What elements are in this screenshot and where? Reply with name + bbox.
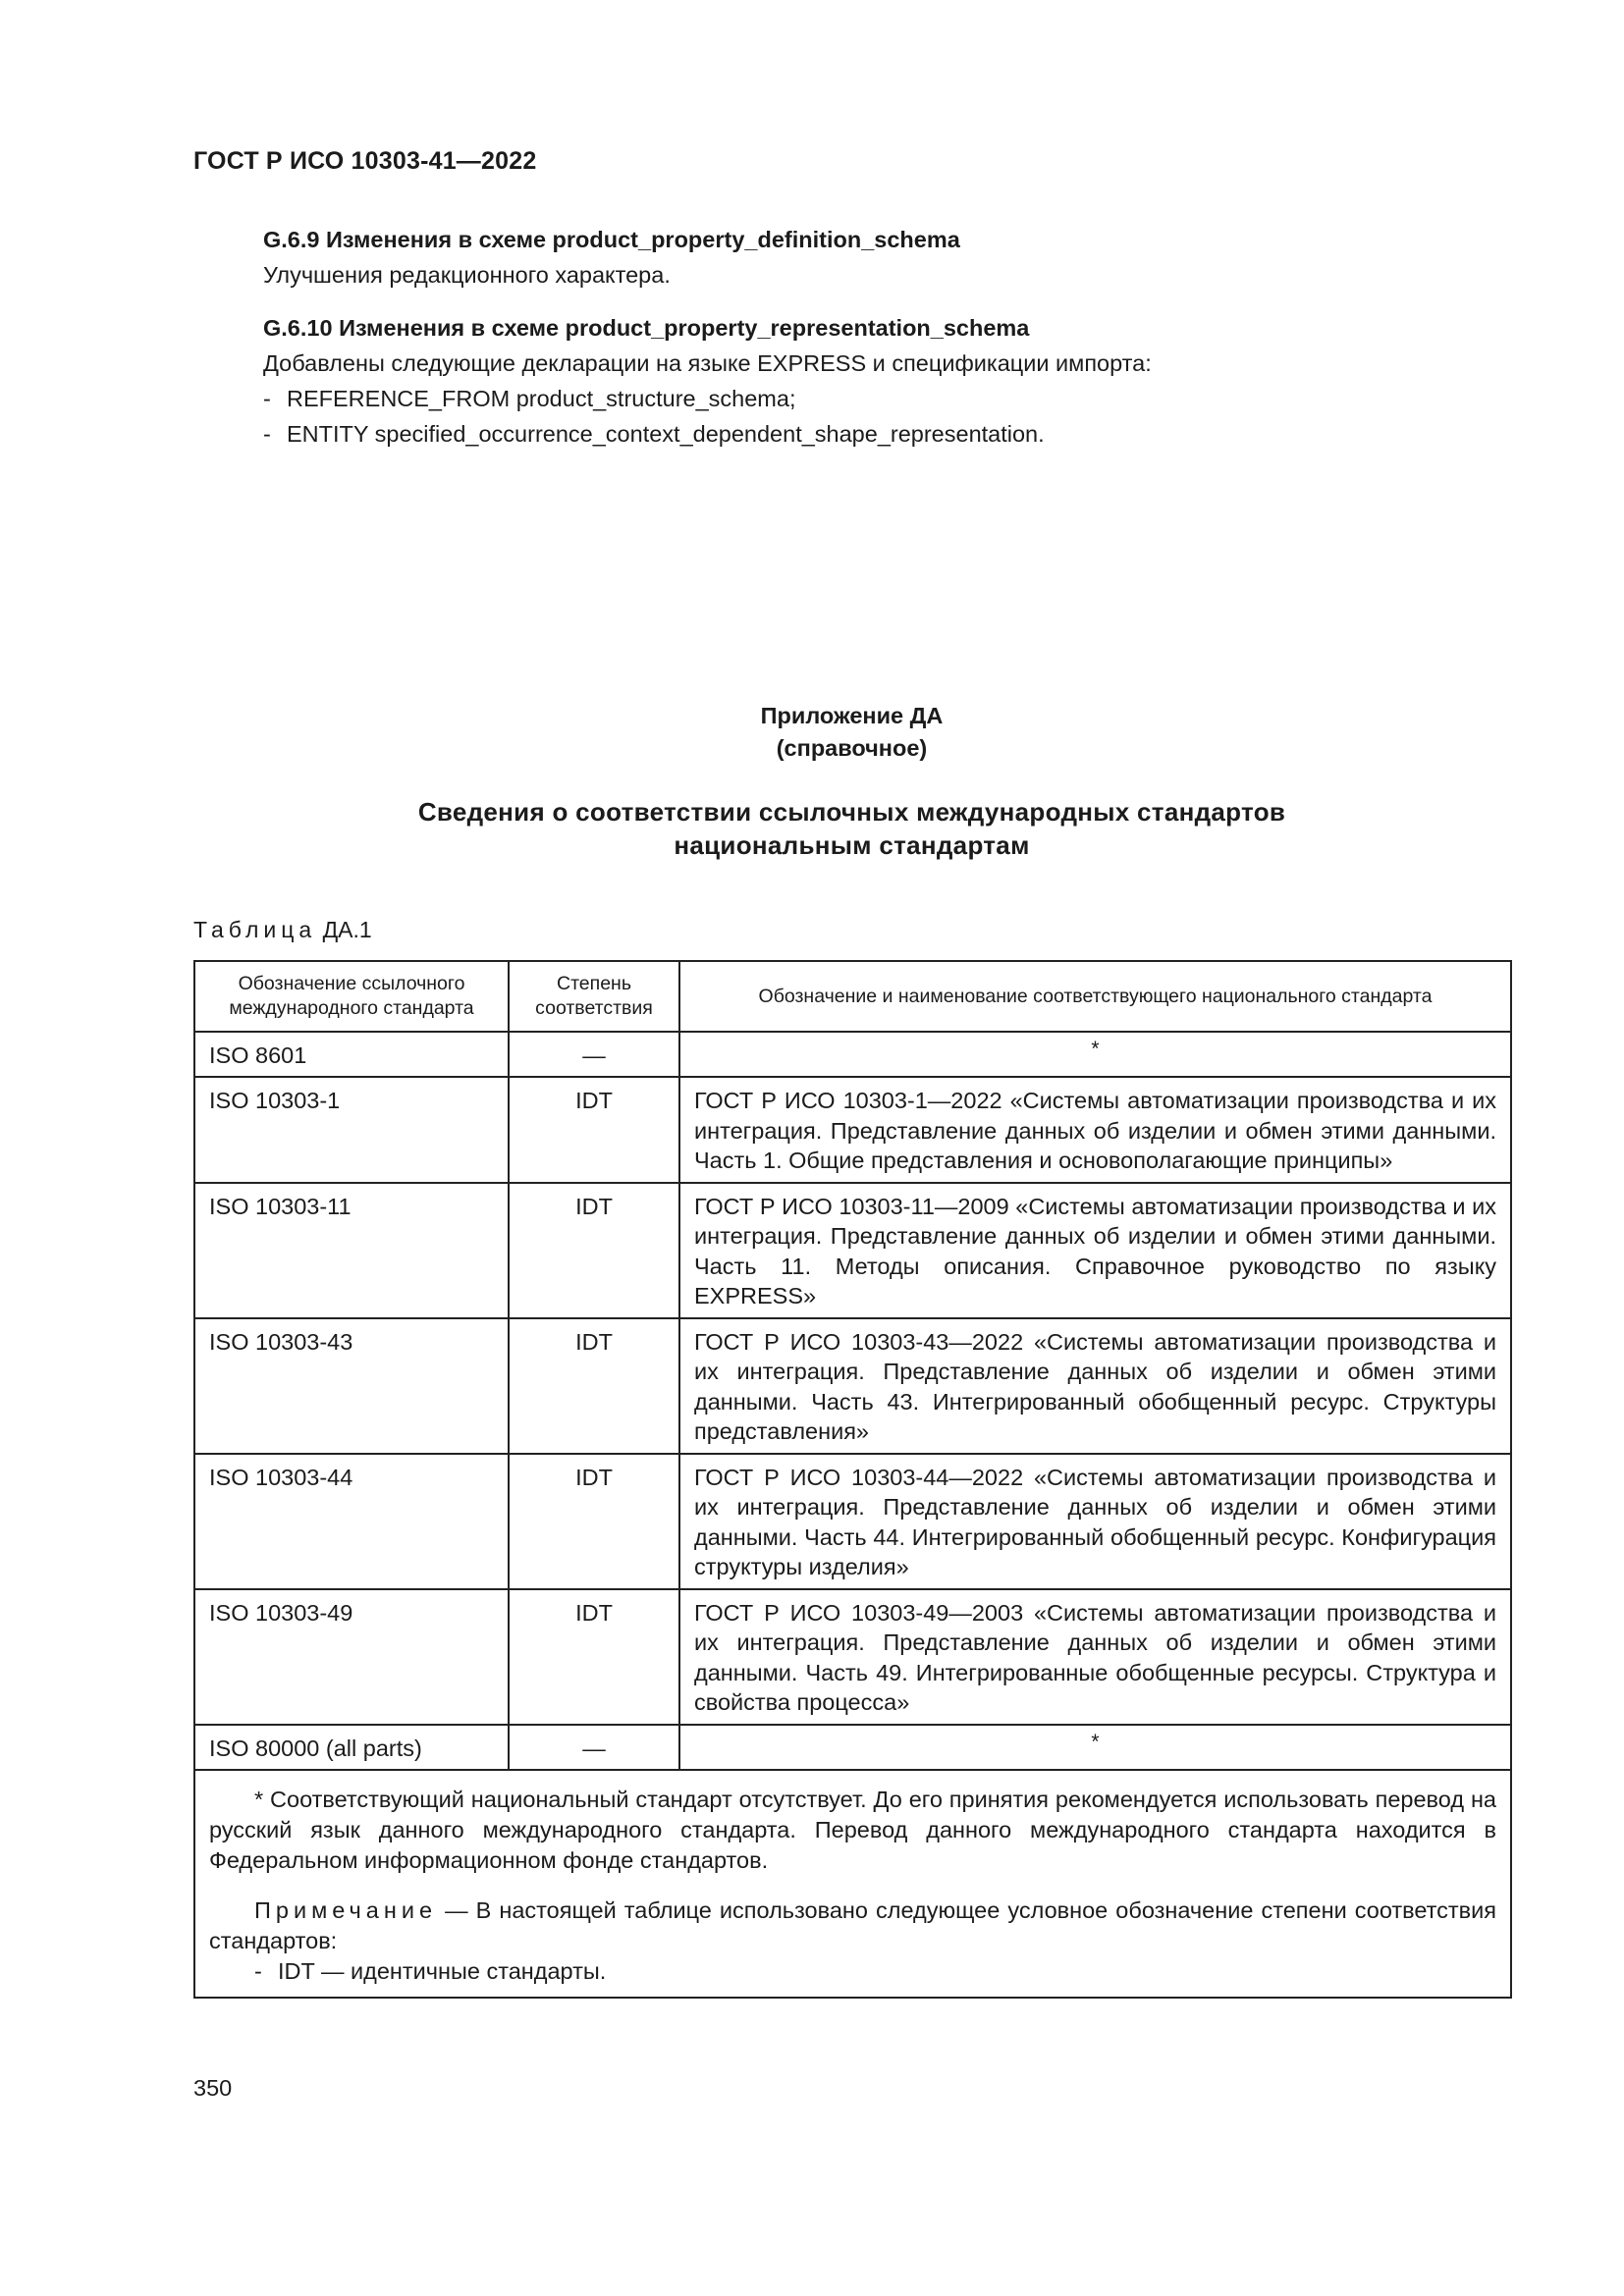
list-item: - ENTITY specified_occurrence_context_dependent_shape_representation. — [263, 421, 1045, 447]
annex-type: (справочное) — [776, 735, 928, 761]
table-row — [194, 1725, 1511, 1770]
section-title: G.6.10 Изменения в схеме product_property_representation_schema — [263, 315, 1030, 341]
cell-code: ISO 80000 (all parts) — [194, 1725, 509, 1770]
cell-degree: IDT — [509, 1077, 679, 1183]
section-g-6-9 — [263, 222, 1540, 293]
cell-name: ГОСТ Р ИСО 10303-49—2003 «Системы автоматизации производства и их интеграция. Представление данных об изделии и обмен этими данными. Часть 49. Интегрированные обобщенные ресурсы. Структура и свойства процесса» — [679, 1589, 1511, 1725]
column-header: Обозначение и наименование соответствующего национального стандарта — [679, 961, 1511, 1032]
annex-title-line: национальным стандартам — [674, 830, 1030, 860]
standards-table — [193, 960, 1512, 1999]
cell-name: ГОСТ Р ИСО 10303-43—2022 «Системы автоматизации производства и их интеграция. Представление данных об изделии и обмен этими данными. Часть 43. Интегрированный обобщенный ресурс. Структуры представления» — [679, 1318, 1511, 1454]
annex-title-line: Сведения о соответствии ссылочных международных стандартов — [417, 797, 1286, 827]
table-caption — [193, 917, 372, 943]
cell-degree: — — [509, 1725, 679, 1770]
cell-code: ISO 10303-1 — [194, 1077, 509, 1183]
section-text: Улучшения редакционного характера. — [263, 262, 671, 288]
cell-name: ГОСТ Р ИСО 10303-44—2022 «Системы автоматизации производства и их интеграция. Представление данных об изделии и обмен этими данными. Часть 44. Интегрированный обобщенный ресурс. Конфигурация структуры изделия» — [679, 1454, 1511, 1589]
list-item-text: REFERENCE_FROM product_structure_schema; — [287, 386, 796, 411]
note-text: — В настоящей таблице использовано следующее условное обозначение степени соответствия стандартов: — [209, 1896, 1497, 1953]
cell-name: * — [679, 1725, 1511, 1770]
table-row — [194, 1318, 1511, 1454]
cell-name: ГОСТ Р ИСО 10303-11—2009 «Системы автоматизации производства и их интеграция. Представление данных об изделии и обмен этими данными. Часть 11. Методы описания. Справочное руководство по языку EXPRESS» — [679, 1183, 1511, 1318]
table-row — [194, 1183, 1511, 1318]
cell-code: ISO 10303-44 — [194, 1454, 509, 1589]
document-header: ГОСТ Р ИСО 10303-41—2022 — [193, 147, 537, 175]
table-row — [194, 1589, 1511, 1725]
note-list-item: - IDT — идентичные стандарты. — [254, 1957, 607, 1984]
cell-code: ISO 10303-11 — [194, 1183, 509, 1318]
cell-code: ISO 10303-49 — [194, 1589, 509, 1725]
note-label: Примечание — [254, 1896, 438, 1923]
note — [209, 1896, 1496, 1956]
table-header-row — [194, 961, 1511, 1032]
cell-degree: IDT — [509, 1318, 679, 1454]
cell-degree: IDT — [509, 1589, 679, 1725]
section-text: Добавлены следующие декларации на языке EXPRESS и спецификации импорта: — [263, 350, 1152, 376]
table-footer-row — [194, 1770, 1511, 1998]
cell-degree: IDT — [509, 1183, 679, 1318]
table-caption-number: ДА.1 — [322, 917, 372, 942]
section-title: G.6.9 Изменения в схеме product_property_definition_schema — [263, 227, 960, 252]
cell-name: ГОСТ Р ИСО 10303-1—2022 «Системы автоматизации производства и их интеграция. Представление данных об изделии и обмен этими данными. Часть 1. Общие представления и основополагающие принципы» — [679, 1077, 1511, 1183]
table-row — [194, 1454, 1511, 1589]
annex-heading — [193, 700, 1510, 765]
list-item-text: ENTITY specified_occurrence_context_dependent_shape_representation. — [287, 421, 1045, 447]
table-caption-word: Таблица — [193, 917, 317, 942]
cell-degree: — — [509, 1032, 679, 1077]
column-header: Обозначение ссылочного международного стандарта — [194, 961, 509, 1032]
cell-degree: IDT — [509, 1454, 679, 1589]
footnote: * Соответствующий национальный стандарт отсутствует. До его принятия рекомендуется использовать перевод на русский язык данного международного стандарта. Перевод данного международного стандарта находится в Федеральном информационном фонде стандартов. — [209, 1786, 1496, 1873]
list-item: - REFERENCE_FROM product_structure_schema; — [263, 386, 796, 411]
cell-name: * — [679, 1032, 1511, 1077]
table-row — [194, 1077, 1511, 1183]
page-number: 350 — [193, 2075, 233, 2101]
table-footer — [194, 1770, 1511, 1998]
table-row — [194, 1032, 1511, 1077]
note-list-item-text: IDT — идентичные стандарты. — [278, 1957, 607, 1984]
cell-code: ISO 10303-43 — [194, 1318, 509, 1454]
annex-title — [193, 795, 1510, 862]
column-header: Степень соответствия — [509, 961, 679, 1032]
section-g-6-10 — [263, 310, 1540, 452]
cell-code: ISO 8601 — [194, 1032, 509, 1077]
annex-label: Приложение ДА — [760, 703, 944, 728]
